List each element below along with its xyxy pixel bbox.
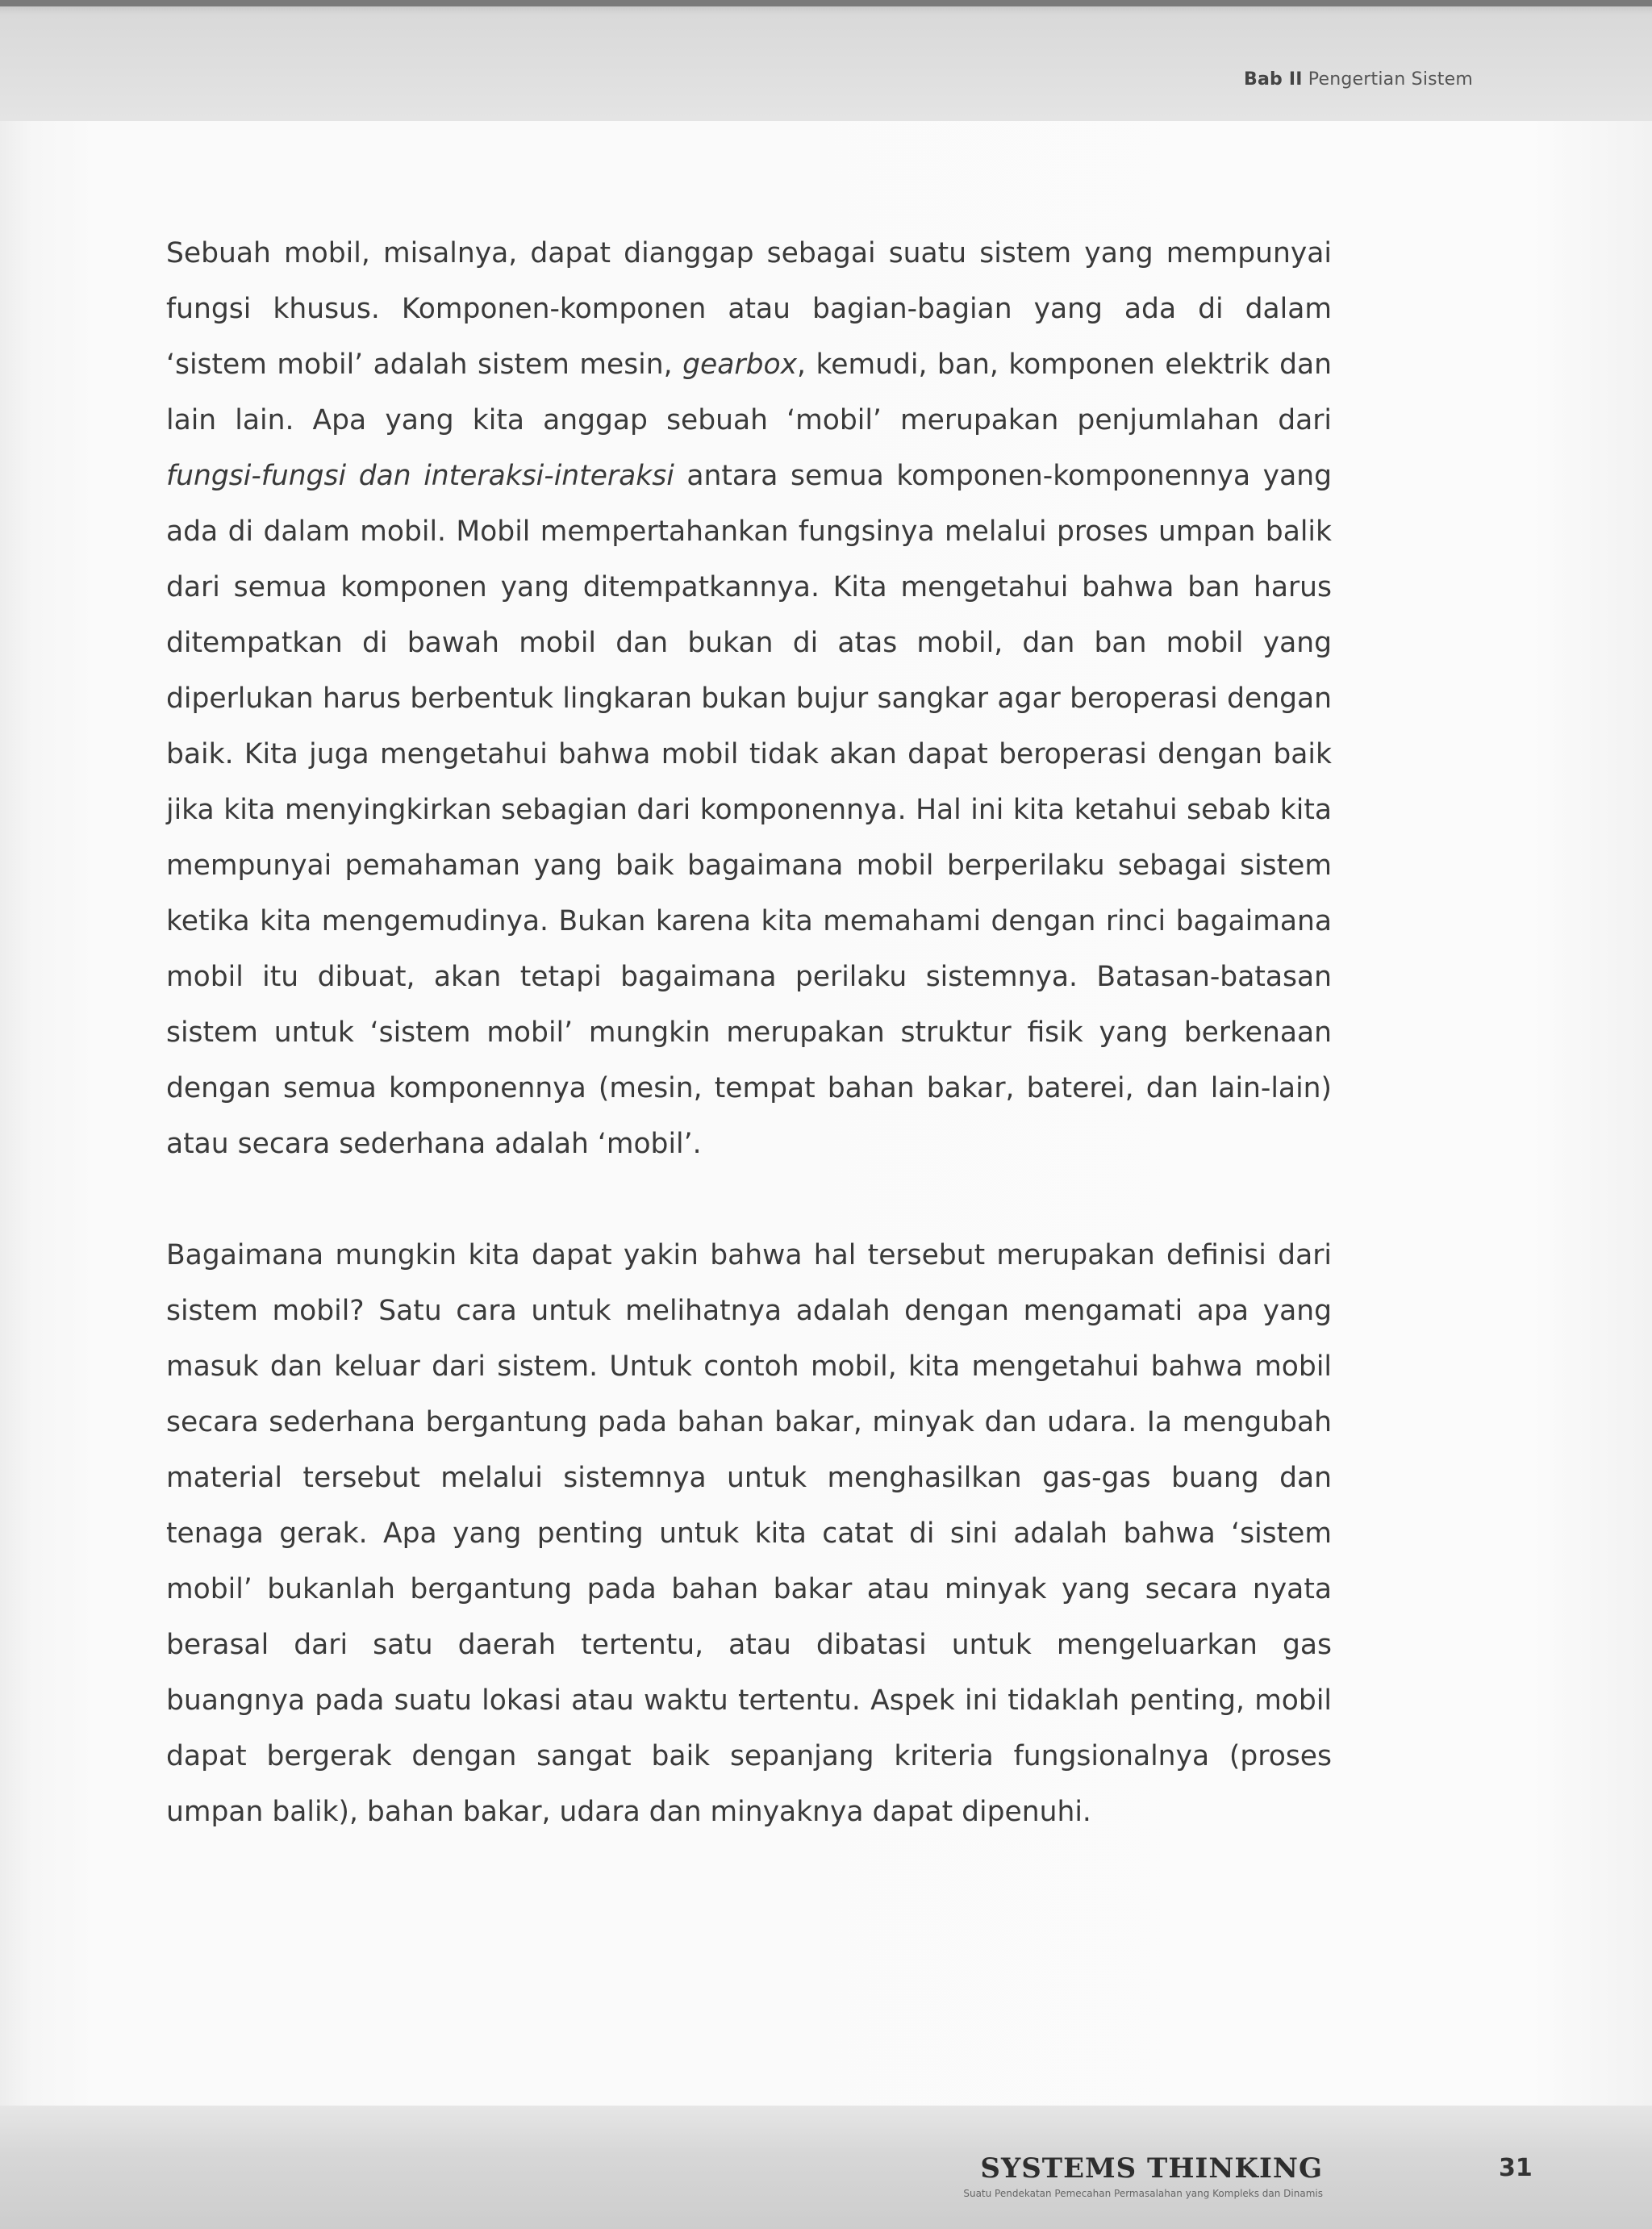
body-text: [166, 226, 1332, 1840]
paragraph-1-part-3: , kemudi, ban, komponen elektrik dan lain lain. Apa yang kita anggap sebuah ‘mobil’ merupakan penjumlahan dari: [166, 349, 1333, 436]
page-footer-band: [0, 2106, 1652, 2229]
paragraph-2: [166, 1228, 1332, 1840]
footer-book-title: SYSTEMS THINKING: [980, 2152, 1323, 2185]
paragraph-2-part-1: Bagaimana mungkin kita dapat yakin bahwa hal tersebut merupakan definisi dari sistem mobil? Satu cara untuk melihatnya adalah dengan mengamati apa yang masuk dan keluar dari sistem. Untuk contoh mobil, kita mengetahui bahwa mobil secara sederhana bergantung pada bahan bakar, minyak dan udara. Ia mengubah material tersebut melalui sistemnya untuk menghasilkan gas-gas buang dan tenaga gerak. Apa yang penting untuk kita catat di sini adalah bahwa ‘sistem mobil’ bukanlah bergantung pada bahan bakar atau minyak yang secara nyata berasal dari satu daerah tertentu, atau dibatasi untuk mengeluarkan gas buangnya pada suatu lokasi atau waktu tertentu. Aspek ini tidaklah penting, mobil dapat bergerak dengan sangat baik sepanjang kriteria fungsionalnya (proses umpan balik), bahan bakar, udara dan minyaknya dapat dipenuhi.: [166, 1239, 1332, 1828]
page-number: 31: [1499, 2154, 1533, 2182]
page-top-edge: [0, 0, 1652, 6]
term-fungsi-interaksi: fungsi-fungsi dan interaksi-interaksi: [166, 460, 674, 492]
paragraph-1-part-5: antara semua komponen-komponennya yang ada di dalam mobil. Mobil mempertahankan fungsinya melalui proses umpan balik dari semua komponen yang ditempatkannya. Kita mengetahui bahwa ban harus ditempatkan di bawah mobil dan bukan di atas mobil, dan ban mobil yang diperlukan harus berbentuk lingkaran bukan bujur sangkar agar beroperasi dengan baik. Kita juga mengetahui bahwa mobil tidak akan dapat beroperasi dengan baik jika kita menyingkirkan sebagian dari komponennya. Hal ini kita ketahui sebab kita mempunyai pemahaman yang baik bagaimana mobil berperilaku sebagai sistem ketika kita mengemudinya. Bukan karena kita memahami dengan rinci bagaimana mobil itu dibuat, akan tetapi bagaimana perilaku sistemnya. Batasan-batasan sistem untuk ‘sistem mobil’ mungkin merupakan struktur fisik yang berkenaan dengan semua komponennya (mesin, tempat bahan bakar, baterei, dan lain-lain) atau secara sederhana adalah ‘mobil’.: [166, 460, 1333, 1160]
footer-book-subtitle: Suatu Pendekatan Pemecahan Permasalahan yang Kompleks dan Dinamis: [963, 2188, 1323, 2199]
paragraph-1-part-1: Sebuah mobil, misalnya, dapat dianggap sebagai suatu sistem yang mempunyai fungsi khusus. Komponen-komponen atau bagian-bagian yang ada di dalam ‘sistem mobil’ adalah sistem mesin,: [166, 237, 1332, 381]
paragraph-1: [166, 226, 1332, 1172]
running-head-title: Pengertian Sistem: [1308, 69, 1473, 90]
page-header-band: [0, 0, 1652, 121]
running-head-chapter: Bab II: [1244, 69, 1303, 90]
running-head: [1244, 69, 1473, 90]
term-gearbox: gearbox: [682, 349, 798, 381]
